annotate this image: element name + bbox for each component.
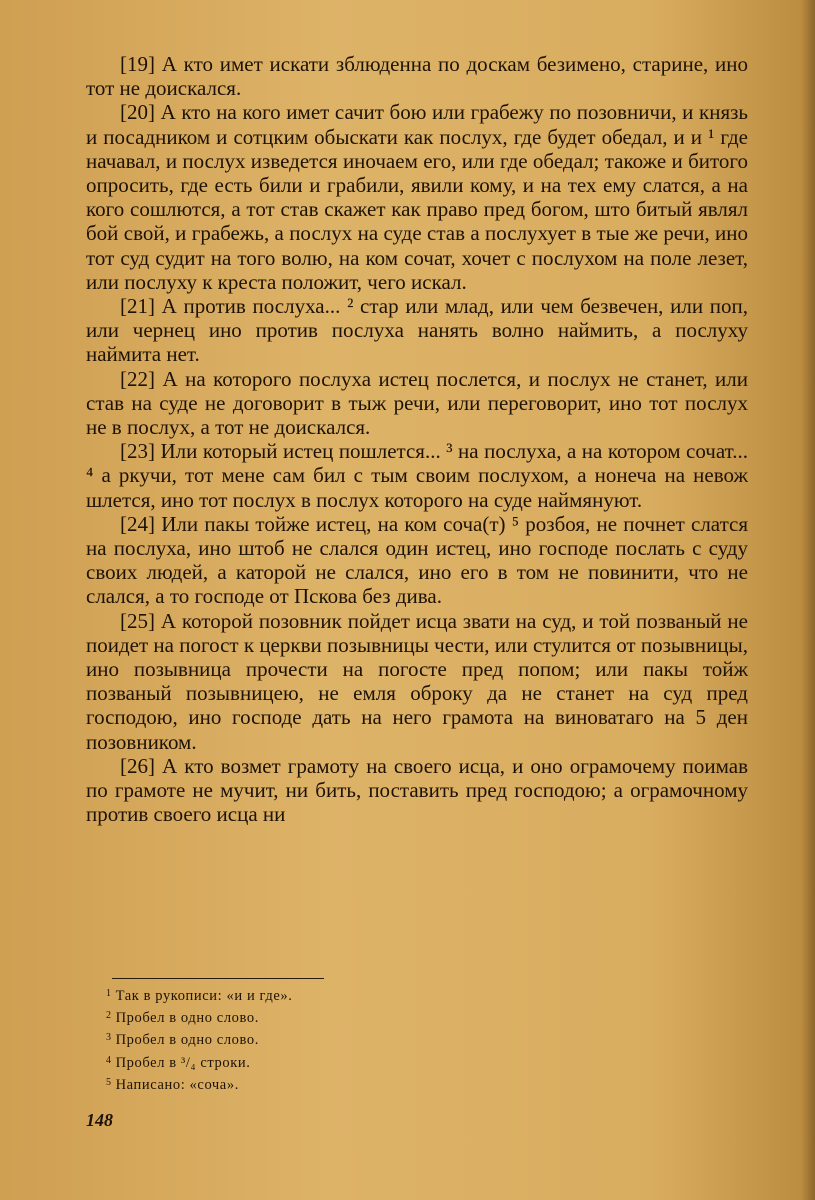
footnote-text: Пробел в ³/₄ строки. [115, 1054, 251, 1071]
footnote-text: Пробел в одно слово. [115, 1032, 259, 1049]
article-26: [26] А кто возмет грамоту на своего исца, и оно ограмочему поимав по грамоте не мучит, ни бить, поставить пред господою; а ограмочному против своего исца ни [86, 753, 748, 827]
footnote-mark: 2 [106, 1010, 112, 1022]
footnotes [106, 984, 666, 1095]
footnote-text: Так в рукописи: «и и где». [115, 988, 293, 1004]
footnote-mark: 1 [106, 988, 112, 999]
footnote-mark: 4 [106, 1054, 112, 1066]
article-25: [25] А которой позовник пойдет исца звати на суд, и той позваный не поидет на погост к церкви позывницы чести, или стулится от позывницы, ино позывница прочести на погосте пред попом; или пакы тойж позваный позывницею, не емля оброку да не станет на суд пред господою, ино господе дать на него грамота на виноватаго на 5 ден позовником. [86, 608, 748, 754]
body-text [86, 52, 748, 827]
footnote-1 [106, 984, 666, 1006]
article-22: [22] А на которого послуха истец послется, и послух не станет, или став на суде не договорит в тыж речи, или переговорит, ино тот послух не в послух, а тот не доискался. [86, 366, 748, 440]
footnote-mark: 3 [106, 1032, 112, 1044]
article-21: [21] А против послуха... ² стар или млад, или чем безвечен, или поп, или чернец ино против послуха нанять волно наймить, а послуху наймита нет. [86, 294, 748, 367]
footnote-text: Написано: «соча». [115, 1076, 239, 1093]
footnote-text: Пробел в одно слово. [115, 1010, 259, 1027]
page-spine-shadow [801, 0, 815, 1200]
footnote-5 [106, 1073, 666, 1095]
page-number: 148 [86, 1110, 113, 1130]
footnote-rule [112, 978, 324, 979]
footnote-mark: 5 [106, 1076, 112, 1088]
article-20: [20] А кто на кого имет сачит бою или грабежу по позовничи, и князь и посадником и сотцким обыскати как послух, где будет обедал, и и ¹ где начавал, и послух изведется иночаем его, или где обедал; такоже и битого опросить, где есть били и грабили, явили кому, и на тех ему слатся, а на кого сошлются, а тот став скажет как право пред богом, што битый являл бой свой, и грабежь, а послух на суде став а послухует в тые же речи, ино тот суд судит на того волю, на ком сочат, хочет с послухом на поле лезет, или послуху к креста положит, чего искал. [86, 100, 748, 294]
article-24: [24] Или пакы тойже истец, на ком соча(т) ⁵ розбоя, не почнет слатся на послуха, ино штоб не слался один истец, ино господе послать с суду своих людей, а каторой не слался, ино его в том не повинити, что не слался, а то господе от Пскова без дива. [86, 511, 748, 609]
article-19: [19] А кто имет искати зблюденна по доскам безимено, старине, ино тот не доискался. [86, 52, 748, 101]
footnote-2 [106, 1006, 666, 1028]
footnote-4 [106, 1051, 666, 1073]
article-23: [23] Или который истец пошлется... ³ на послуха, а на котором сочат... ⁴ а ркучи, тот мене сам бил с тым своим послухом, а нонеча на невож шлется, ино тот послух в послух которого на суде наймянуют. [86, 439, 748, 512]
footnote-3 [106, 1028, 666, 1050]
